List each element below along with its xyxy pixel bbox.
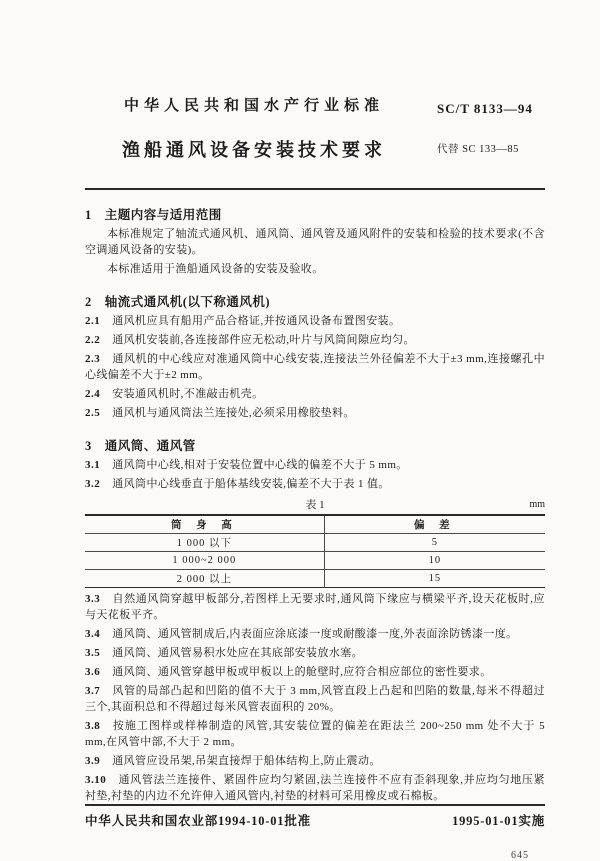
clause-3-3-text: 自然通风筒穿越甲板部分,若图样上无要求时,通风筒下缘应与横梁平齐,设天花板时,应与天花板平齐。 xyxy=(85,593,545,621)
clause-3-4-number: 3.4 xyxy=(85,628,101,640)
table-cell-height-2: 1 000~2 000 xyxy=(85,552,324,570)
table-caption: 表 1 xyxy=(305,499,325,511)
header-titles xyxy=(85,94,437,162)
table-unit: mm xyxy=(529,499,545,510)
section-2-heading xyxy=(85,292,545,310)
clause-2-2 xyxy=(85,332,545,348)
clause-3-3-number: 3.3 xyxy=(85,593,101,605)
scope-paragraph-1: 本标准规定了轴流式通风机、通风筒、通风管及通风附件的安装和检验的技术要求(不含空调通风设备的安装)。 xyxy=(85,228,545,256)
clause-3-5 xyxy=(85,645,545,661)
section-1-heading xyxy=(85,205,545,223)
table-cell-deviation-1: 5 xyxy=(324,534,545,552)
clause-3-10-number: 3.10 xyxy=(85,774,107,786)
table-header-deviation: 偏 差 xyxy=(414,520,456,531)
clause-3-9-number: 3.9 xyxy=(85,755,101,767)
clause-2-5 xyxy=(85,405,545,421)
section-3-heading xyxy=(85,436,545,454)
clause-3-5-text: 通风筒、通风管易积水处应在其底部安装放水塞。 xyxy=(112,647,364,659)
clause-3-2 xyxy=(85,476,545,492)
clause-2-1-text: 通风机应具有船用产品合格证,并按通风设备布置图安装。 xyxy=(112,315,401,327)
clause-3-3 xyxy=(85,591,545,623)
clause-2-3-text: 通风机的中心线应对准通风筒中心线安装,连接法兰外径偏差不大于±3 mm,连接螺孔中心线偏差不大于±2 mm。 xyxy=(85,353,545,381)
standard-category-title: 中华人民共和国水产行业标准 xyxy=(123,98,384,114)
clause-2-5-number: 2.5 xyxy=(85,407,101,419)
table-cell-deviation-3: 15 xyxy=(324,570,545,588)
clause-3-2-number: 3.2 xyxy=(85,478,101,490)
clause-3-8-number: 3.8 xyxy=(85,720,101,732)
clause-3-9-text: 通风管应设吊架,吊架直接焊于船体结构上,防止震动。 xyxy=(112,755,381,767)
section-2-number: 2 xyxy=(85,295,92,309)
clause-2-2-text: 通风机安装前,各连接部件应无松动,叶片与风筒间隙应均匀。 xyxy=(112,334,415,346)
clause-3-6-number: 3.6 xyxy=(85,666,101,678)
clause-3-1-number: 3.1 xyxy=(85,459,101,471)
clause-3-4-text: 通风筒、通风管制成后,内表面应涂底漆一度或耐酸漆一度,外表面涂防锈漆一度。 xyxy=(112,628,518,640)
clause-3-7 xyxy=(85,683,545,715)
table-caption-row xyxy=(85,497,545,513)
implementation-text: 1995-01-01实施 xyxy=(452,814,545,828)
replaces-note: 代替 SC 133—85 xyxy=(437,144,519,155)
clause-2-4 xyxy=(85,386,545,402)
document-title: 渔船通风设备安装技术要求 xyxy=(122,140,386,160)
table-cell-height-3: 2 000 以上 xyxy=(85,570,324,588)
clause-2-4-text: 安装通风机时,不准敲击机壳。 xyxy=(112,388,264,400)
section-2-title: 轴流式通风机(以下称通风机) xyxy=(104,295,271,309)
clause-3-8-text: 按施工图样或样棒制造的风管,其安装位置的偏差在距法兰 200~250 mm 处不大于 5 mm,在风管中部,不大于 2 mm。 xyxy=(85,720,545,748)
clause-3-7-text: 风管的局部凸起和凹陷的值不大于 3 mm,风管直段上凸起和凹陷的数量,每米不得超过三个,其面积总和不得超过每米风管表面积的 20%。 xyxy=(85,685,545,713)
table-header-row xyxy=(85,515,545,534)
table-row xyxy=(85,570,545,588)
table-1 xyxy=(85,514,545,588)
table-row xyxy=(85,534,545,552)
scope-paragraph-2: 本标准适用于渔船通风设备的安装及验收。 xyxy=(107,263,324,275)
page-number: 645 xyxy=(511,850,529,861)
clause-2-2-number: 2.2 xyxy=(85,334,101,346)
clause-3-7-number: 3.7 xyxy=(85,685,101,697)
clause-3-1-text: 通风筒中心线,相对于安装位置中心线的偏差不大于 5 mm。 xyxy=(112,459,408,471)
header-standard-info xyxy=(437,94,545,156)
clause-3-10-text: 通风管法兰连接件、紧固件应均匀紧固,法兰连接件不应有歪斜现象,并应均匀地压紧衬垫,衬垫的内边不允许伸入通风管内,衬垫的材料可采用橡皮或石棉板。 xyxy=(85,774,545,802)
standard-number: SC/T 8133—94 xyxy=(437,101,533,116)
clause-2-5-text: 通风机与通风筒法兰连接处,必须采用橡胶垫料。 xyxy=(112,407,355,419)
table-row xyxy=(85,552,545,570)
clause-2-3 xyxy=(85,351,545,383)
section-3-title: 通风筒、通风管 xyxy=(104,439,196,453)
footer-approval-row xyxy=(85,806,545,829)
clause-2-3-number: 2.3 xyxy=(85,353,101,365)
clause-2-4-number: 2.4 xyxy=(85,388,101,400)
header-rule xyxy=(85,188,545,190)
clause-3-4 xyxy=(85,626,545,642)
clause-3-6-text: 通风筒、通风管穿越甲板或甲板以上的舱壁时,应符合相应部位的密性要求。 xyxy=(112,666,492,678)
clause-3-2-text: 通风筒中心线垂直于船体基线安装,偏差不大于表 1 值。 xyxy=(112,478,390,490)
table-cell-height-1: 1 000 以下 xyxy=(85,534,324,552)
section-3-number: 3 xyxy=(85,439,92,453)
clause-2-1-number: 2.1 xyxy=(85,315,101,327)
section-1-number: 1 xyxy=(85,208,92,222)
clause-3-10 xyxy=(85,772,545,804)
clause-3-5-number: 3.5 xyxy=(85,647,101,659)
approval-text: 中华人民共和国农业部1994-10-01批准 xyxy=(85,814,311,828)
table-header-cylinder-height: 筒 身 高 xyxy=(85,515,324,534)
clause-3-9 xyxy=(85,753,545,769)
header xyxy=(85,94,545,162)
clause-2-1 xyxy=(85,313,545,329)
clause-3-6 xyxy=(85,664,545,680)
footer xyxy=(85,804,545,861)
clause-3-8 xyxy=(85,718,545,750)
table-cell-deviation-2: 10 xyxy=(324,552,545,570)
clause-3-1 xyxy=(85,457,545,473)
section-1-title: 主题内容与适用范围 xyxy=(104,208,222,222)
